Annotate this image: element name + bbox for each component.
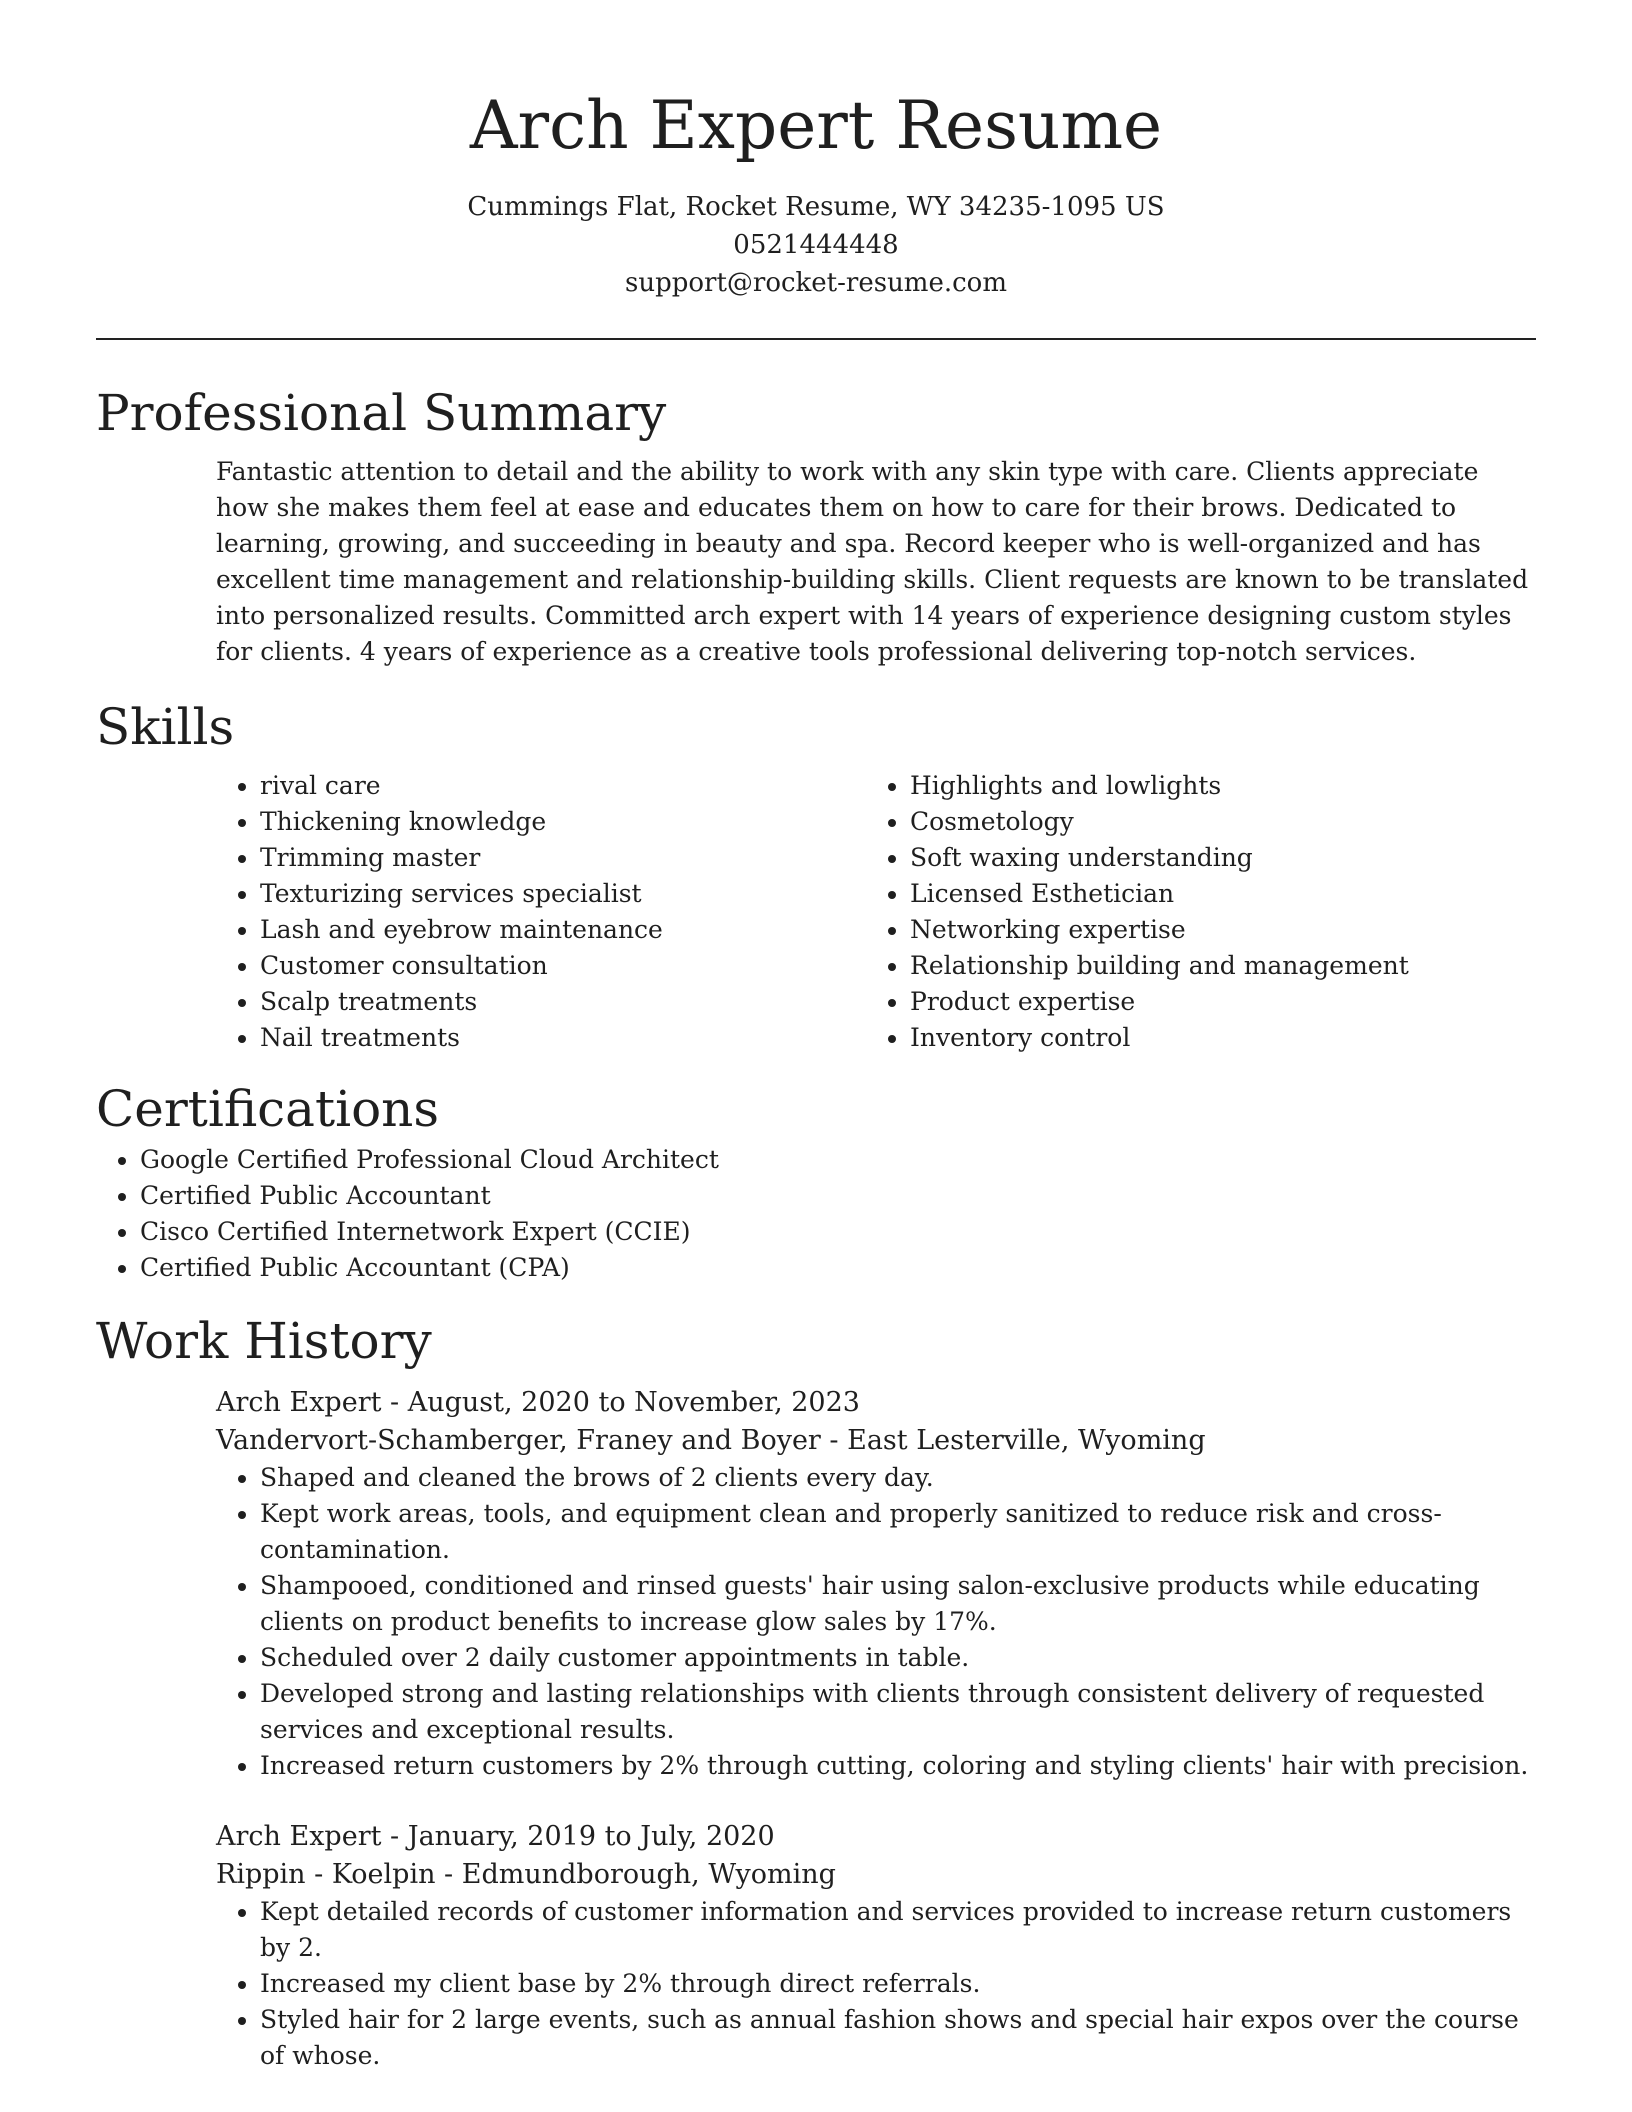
job-duty-item: • Shaped and cleaned the brows of 2 clients every day. xyxy=(260,1460,1536,1496)
job-title-dates: Arch Expert - January, 2019 to July, 2020 xyxy=(216,1821,775,1852)
skill-item: • Product expertise xyxy=(910,984,1516,1020)
job-duties-list xyxy=(216,1460,1536,1784)
job-title-dates: Arch Expert - August, 2020 to November, 2023 xyxy=(216,1387,860,1418)
skills-column-right xyxy=(866,768,1516,1056)
skill-item: • Nail treatments xyxy=(260,1020,866,1056)
resume-header xyxy=(96,0,1536,302)
skill-item: • Texturizing services specialist xyxy=(260,876,866,912)
resume-title: Arch Expert Resume xyxy=(469,87,1163,164)
job-duty-item: • Developed strong and lasting relationships with clients through consistent delivery of requested services and exceptional results. xyxy=(260,1676,1536,1748)
summary-section xyxy=(96,380,1536,670)
skill-item: • Scalp treatments xyxy=(260,984,866,1020)
job-duty-item: • Shampooed, conditioned and rinsed guests' hair using salon-exclusive products while educating clients on product benefits to increase glow sales by 17%. xyxy=(260,1568,1536,1640)
address: Cummings Flat, Rocket Resume, WY 34235-1095 US xyxy=(467,192,1165,222)
phone: 0521444448 xyxy=(733,230,899,260)
job-duty-item: • Increased return customers by 2% through cutting, coloring and styling clients' hair with precision. xyxy=(260,1748,1536,1784)
skill-item: • Lash and eyebrow maintenance xyxy=(260,912,866,948)
skill-item: • Cosmetology xyxy=(910,804,1516,840)
job-entry xyxy=(216,1818,1536,2074)
resume-page xyxy=(96,0,1536,2074)
job-duty-item: • Scheduled over 2 daily customer appointments in table. xyxy=(260,1640,1536,1676)
summary-text: Fantastic attention to detail and the ability to work with any skin type with care. Clients appreciate how she makes them feel at ease and educates them on how to care for their brows. Dedicated to learning, growing, and succeeding in beauty and spa. Record keeper who is well-organized and has excellent time management and relationship-building skills. Client requests are known to be translated into personalized results. Committed arch expert with 14 years of experience designing custom styles for clients. 4 years of experience as a creative tools professional delivering top-notch services. xyxy=(216,457,1529,666)
certification-item: • Certified Public Accountant xyxy=(140,1178,1536,1214)
job-duty-item: • Kept detailed records of customer information and services provided to increase return customers by 2. xyxy=(260,1894,1536,1966)
job-company-location: Rippin - Koelpin - Edmundborough, Wyoming xyxy=(216,1859,836,1890)
skills-list-right xyxy=(866,768,1516,1056)
email: support@rocket-resume.com xyxy=(624,268,1007,298)
certifications-list xyxy=(96,1142,1536,1286)
skill-item: • Relationship building and management xyxy=(910,948,1516,984)
job-duty-item: • Styled hair for 2 large events, such as annual fashion shows and special hair expos over the course of whose. xyxy=(260,2002,1536,2074)
job-duty-item: • Increased my client base by 2% through direct referrals. xyxy=(260,1966,1536,2002)
skills-list-left xyxy=(216,768,866,1056)
certification-item: • Google Certified Professional Cloud Architect xyxy=(140,1142,1536,1178)
job-entry xyxy=(216,1384,1536,1784)
skills-column-left xyxy=(216,768,866,1056)
summary-heading: Professional Summary xyxy=(96,384,667,442)
skill-item: • Highlights and lowlights xyxy=(910,768,1516,804)
skill-item: • rival care xyxy=(260,768,866,804)
skill-item: • Soft waxing understanding xyxy=(910,840,1516,876)
skill-item: • Licensed Esthetician xyxy=(910,876,1516,912)
skill-item: • Thickening knowledge xyxy=(260,804,866,840)
job-duty-item: • Kept work areas, tools, and equipment clean and properly sanitized to reduce risk and cross-contamination. xyxy=(260,1496,1536,1568)
work-history-heading: Work History xyxy=(96,1312,432,1370)
header-divider xyxy=(96,338,1536,340)
skill-item: • Inventory control xyxy=(910,1020,1516,1056)
certification-item: • Certified Public Accountant (CPA) xyxy=(140,1250,1536,1286)
skill-item: • Trimming master xyxy=(260,840,866,876)
skill-item: • Customer consultation xyxy=(260,948,866,984)
certifications-section xyxy=(96,1076,1536,1286)
certifications-heading: Certifications xyxy=(96,1080,440,1138)
job-company-location: Vandervort-Schamberger, Franey and Boyer - East Lesterville, Wyoming xyxy=(216,1425,1206,1456)
skills-columns xyxy=(216,768,1536,1056)
certification-item: • Cisco Certified Internetwork Expert (CCIE) xyxy=(140,1214,1536,1250)
skills-heading: Skills xyxy=(96,698,235,756)
job-duties-list xyxy=(216,1894,1536,2074)
skills-section xyxy=(96,694,1536,1056)
work-history-section xyxy=(96,1308,1536,2074)
contact-info xyxy=(96,188,1536,302)
skill-item: • Networking expertise xyxy=(910,912,1516,948)
